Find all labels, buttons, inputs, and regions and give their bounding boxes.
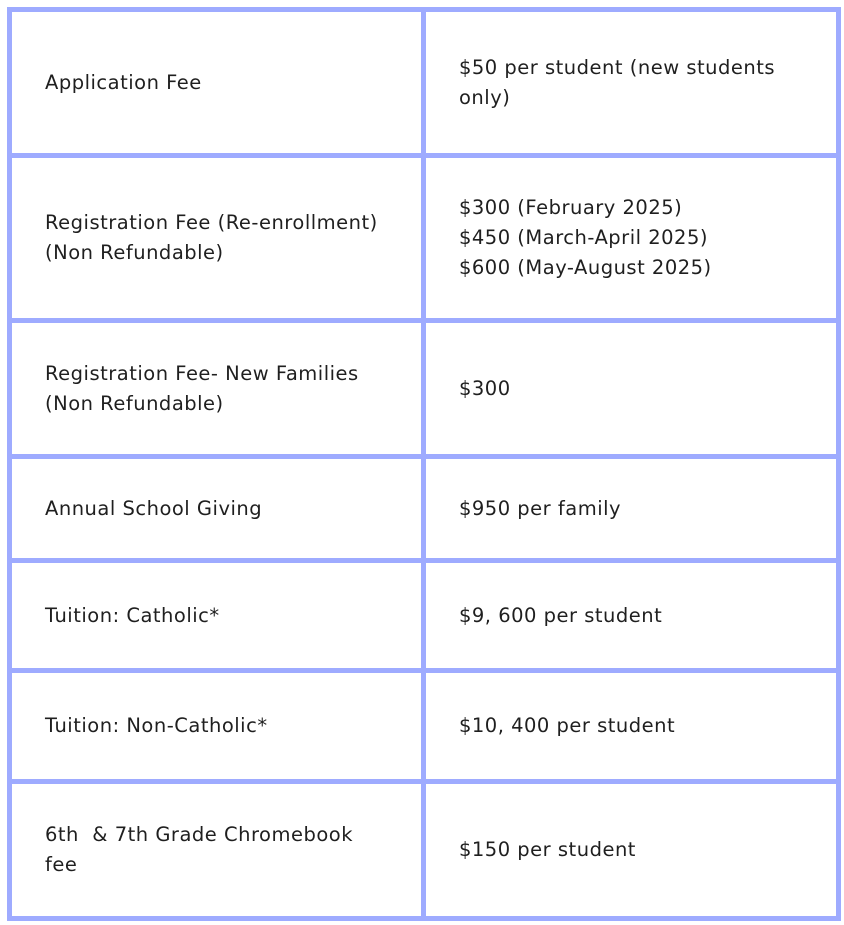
fee-value-cell <box>423 671 838 782</box>
fee-value: $950 per family <box>458 496 622 520</box>
table-row-chromebook-fee <box>10 782 839 919</box>
fee-label: Registration Fee- New Families <box>45 361 359 385</box>
fee-label: Application Fee <box>45 70 202 94</box>
fee-value: only) <box>458 85 511 109</box>
fee-value: $50 per student (new students <box>458 55 776 79</box>
fee-value: $300 <box>458 376 511 400</box>
fee-value: $9, 600 per student <box>458 603 663 627</box>
fee-value-cell <box>423 457 838 561</box>
fee-label-cell <box>10 671 424 782</box>
fee-label-cell <box>10 321 424 457</box>
fee-value: $150 per student <box>458 838 636 861</box>
fee-value-cell <box>423 561 838 671</box>
fee-table <box>7 7 841 921</box>
table-row-tuition-catholic <box>10 561 839 671</box>
table-row-registration-fee-reenrollment <box>10 156 839 321</box>
fee-value-cell <box>423 321 838 457</box>
fee-value-cell <box>423 10 838 156</box>
fee-label-cell <box>10 561 424 671</box>
fee-value-cell <box>423 156 838 321</box>
fee-label: fee <box>45 853 78 876</box>
fee-label-cell <box>10 10 424 156</box>
fee-value: $600 (May-August 2025) <box>458 256 712 279</box>
table-row-registration-fee-new-families <box>10 321 839 457</box>
fee-label: Registration Fee (Re-enrollment) <box>45 211 378 234</box>
fee-label: (Non Refundable) <box>45 391 224 415</box>
fee-label-cell <box>10 782 424 919</box>
table-row-annual-school-giving <box>10 457 839 561</box>
fee-label-cell <box>10 457 424 561</box>
table-row-application-fee <box>10 10 839 156</box>
fee-value: $10, 400 per student <box>458 714 676 737</box>
fee-label: 6th & 7th Grade Chromebook <box>45 823 353 846</box>
fee-value: $450 (March-April 2025) <box>458 226 708 249</box>
fee-label: Tuition: Non-Catholic* <box>45 714 268 737</box>
fee-label: Tuition: Catholic* <box>45 603 220 627</box>
fee-label: (Non Refundable) <box>45 241 224 264</box>
fee-label: Annual School Giving <box>45 496 263 520</box>
fee-label-cell <box>10 156 424 321</box>
table-row-tuition-non-catholic <box>10 671 839 782</box>
fee-value: $300 (February 2025) <box>458 196 683 219</box>
fee-value-cell <box>423 782 838 919</box>
